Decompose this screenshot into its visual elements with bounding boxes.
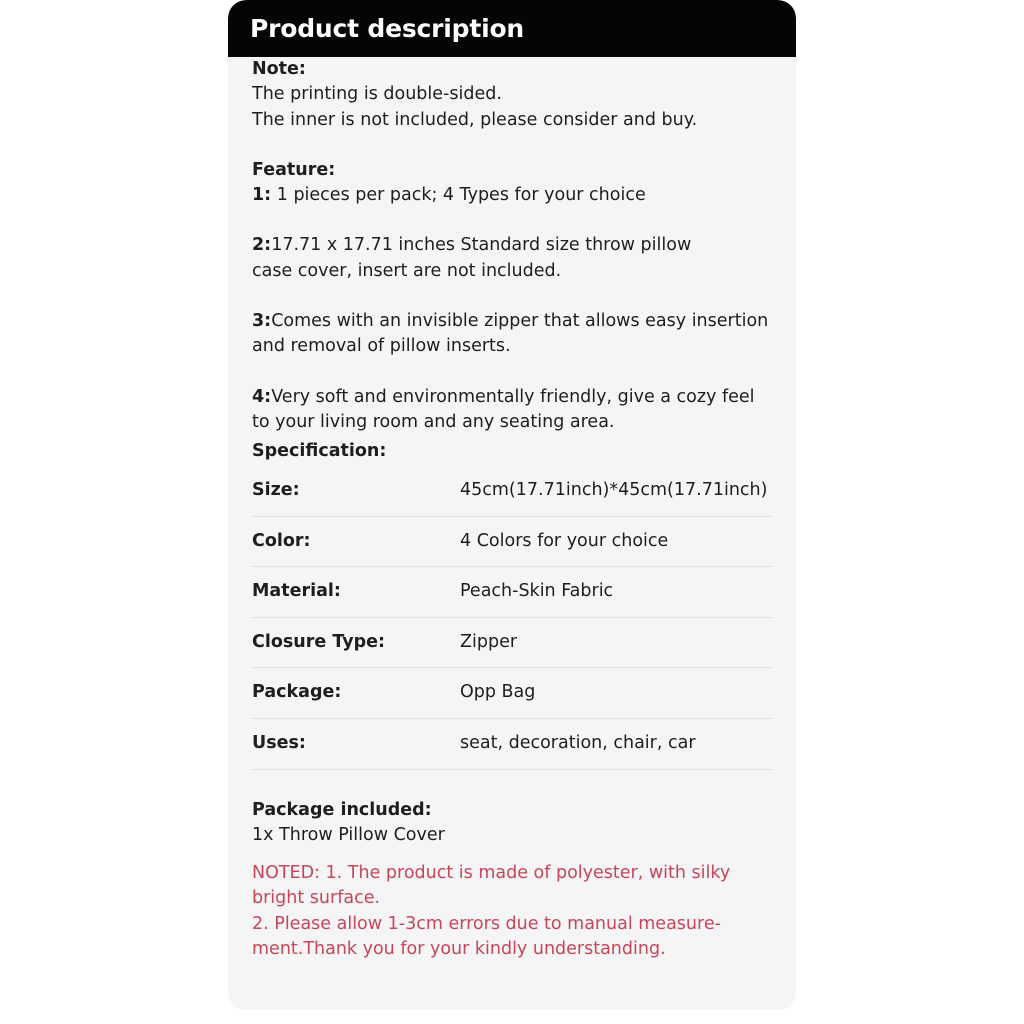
feature-item <box>252 385 757 436</box>
table-row <box>252 719 772 770</box>
specification-heading: Specification: <box>252 441 387 462</box>
feature-text: Comes with an invisible zipper that allows easy insertion and removal of pillow inserts. <box>252 311 769 357</box>
card-header <box>228 0 796 57</box>
product-description-card <box>228 0 796 1010</box>
feature-text: Very soft and environmentally friendly, give a cozy feel to your living room and any seating area. <box>252 386 755 432</box>
table-row <box>252 668 772 719</box>
specification-table <box>252 467 772 770</box>
noted-section <box>252 861 742 962</box>
feature-text: 17.71 x 17.71 inches Standard size throw pillow case cover, insert are not included. <box>252 235 692 281</box>
table-row <box>252 467 772 517</box>
table-row <box>252 618 772 669</box>
feature-num: 2: <box>252 235 272 256</box>
spec-value: Zipper <box>460 631 518 652</box>
package-heading: Package included: <box>252 799 432 820</box>
feature-num: 1: <box>252 185 272 206</box>
package-section <box>252 798 772 849</box>
noted-line: NOTED: 1. The product is made of polyester, with silky bright surface. <box>252 863 731 909</box>
spec-key: Size: <box>252 480 300 501</box>
spec-key: Package: <box>252 682 342 703</box>
feature-num: 4: <box>252 386 272 407</box>
table-row <box>252 567 772 618</box>
spec-value: 4 Colors for your choice <box>460 530 669 551</box>
feature-num: 3: <box>252 311 272 332</box>
page-title: Product description <box>250 14 525 43</box>
feature-item <box>252 183 772 208</box>
spec-key: Material: <box>252 581 341 602</box>
note-line: The printing is double-sided. <box>252 84 502 105</box>
spec-key: Uses: <box>252 733 306 754</box>
table-row <box>252 517 772 568</box>
spec-value: 45cm(17.71inch)*45cm(17.71inch) <box>460 480 768 501</box>
spec-value: seat, decoration, chair, car <box>460 733 696 754</box>
feature-heading: Feature: <box>252 159 336 180</box>
noted-line: 2. Please allow 1-3cm errors due to manual measure-ment.Thank you for your kindly understanding. <box>252 913 721 960</box>
feature-item <box>252 309 772 360</box>
feature-item <box>252 233 722 284</box>
spec-value: Opp Bag <box>460 682 536 703</box>
spec-key: Color: <box>252 530 311 551</box>
description-content <box>252 57 772 962</box>
feature-text: 1 pieces per pack; 4 Types for your choice <box>271 185 646 206</box>
spec-key: Closure Type: <box>252 631 385 652</box>
package-text: 1x Throw Pillow Cover <box>252 824 445 845</box>
note-heading: Note: <box>252 59 306 79</box>
note-line: The inner is not included, please consider and buy. <box>252 109 698 130</box>
spec-value: Peach-Skin Fabric <box>460 581 614 602</box>
